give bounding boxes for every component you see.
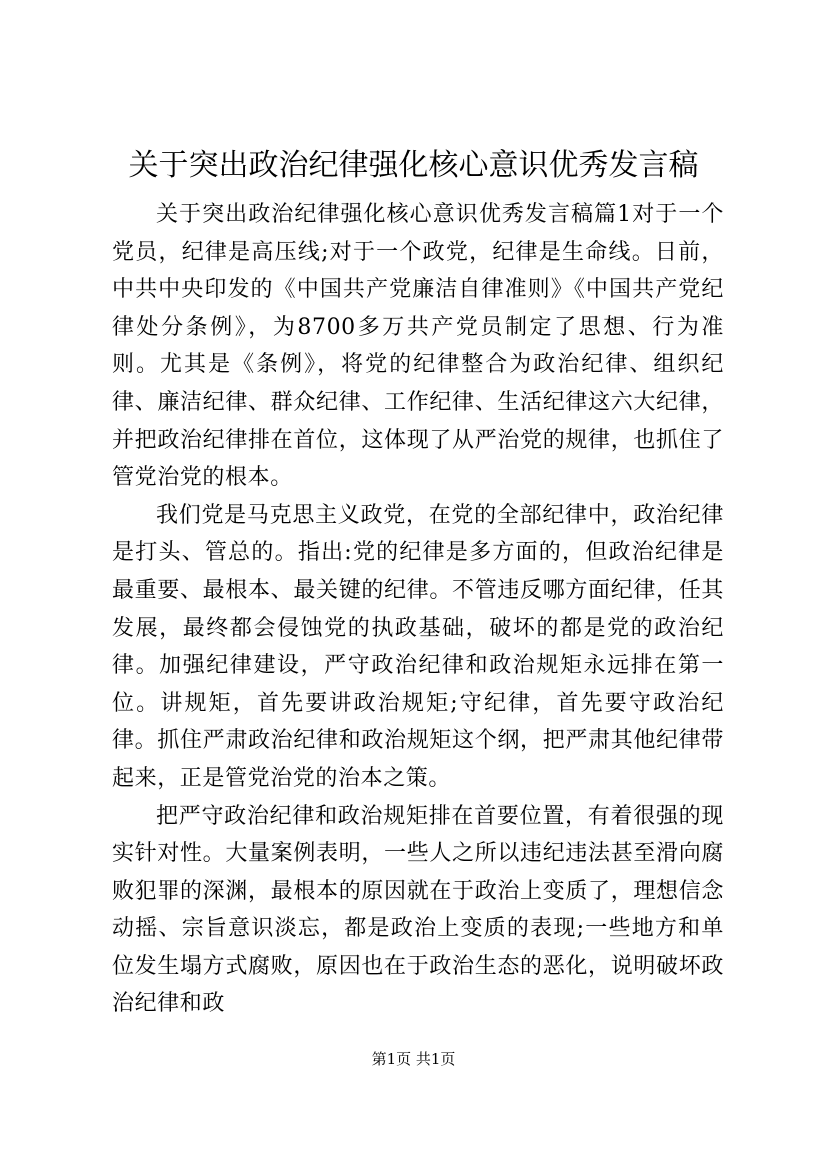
paragraph-3: 把严守政治纪律和政治规矩排在首要位置，有着很强的现实针对性。大量案例表明，一些人之所以违纪违法甚至滑向腐败犯罪的深渊，最根本的原因就在于政治上变质了，理想信念动摇、宗旨意识淡忘，都是政治上变质的表现;一些地方和单位发生塌方式腐败，原因也在于政治生态的恶化，说明破坏政治纪律和政	[112, 803, 724, 1017]
paragraph-1: 关于突出政治纪律强化核心意识优秀发言稿篇1对于一个党员，纪律是高压线;对于一个政党，纪律是生命线。日前，中共中央印发的《中国共产党廉洁自律准则》《中国共产党纪律处分条例》，为8700多万共产党员制定了思想、行为准则。尤其是《条例》，将党的纪律整合为政治纪律、组织纪律、廉洁纪律、群众纪律、工作纪律、生活纪律这六大纪律，并把政治纪律排在首位，这体现了从严治党的规律，也抓住了管党治党的根本。	[112, 202, 724, 491]
page-footer: 第1页 共1页	[371, 1050, 456, 1068]
document-body	[112, 196, 724, 1023]
document-title: 关于突出政治纪律强化核心意识优秀发言稿	[128, 148, 699, 183]
paragraph-2: 我们党是马克思主义政党，在党的全部纪律中，政治纪律是打头、管总的。指出:党的纪律是多方面的，但政治纪律是最重要、最根本、最关键的纪律。不管违反哪方面纪律，任其发展，最终都会侵蚀党的执政基础，破坏的都是党的政治纪律。加强纪律建设，严守政治纪律和政治规矩永远排在第一位。讲规矩，首先要讲政治规矩;守纪律，首先要守政治纪律。抓住严肃政治纪律和政治规矩这个纲，把严肃其他纪律带起来，正是管党治党的治本之策。	[112, 502, 724, 791]
